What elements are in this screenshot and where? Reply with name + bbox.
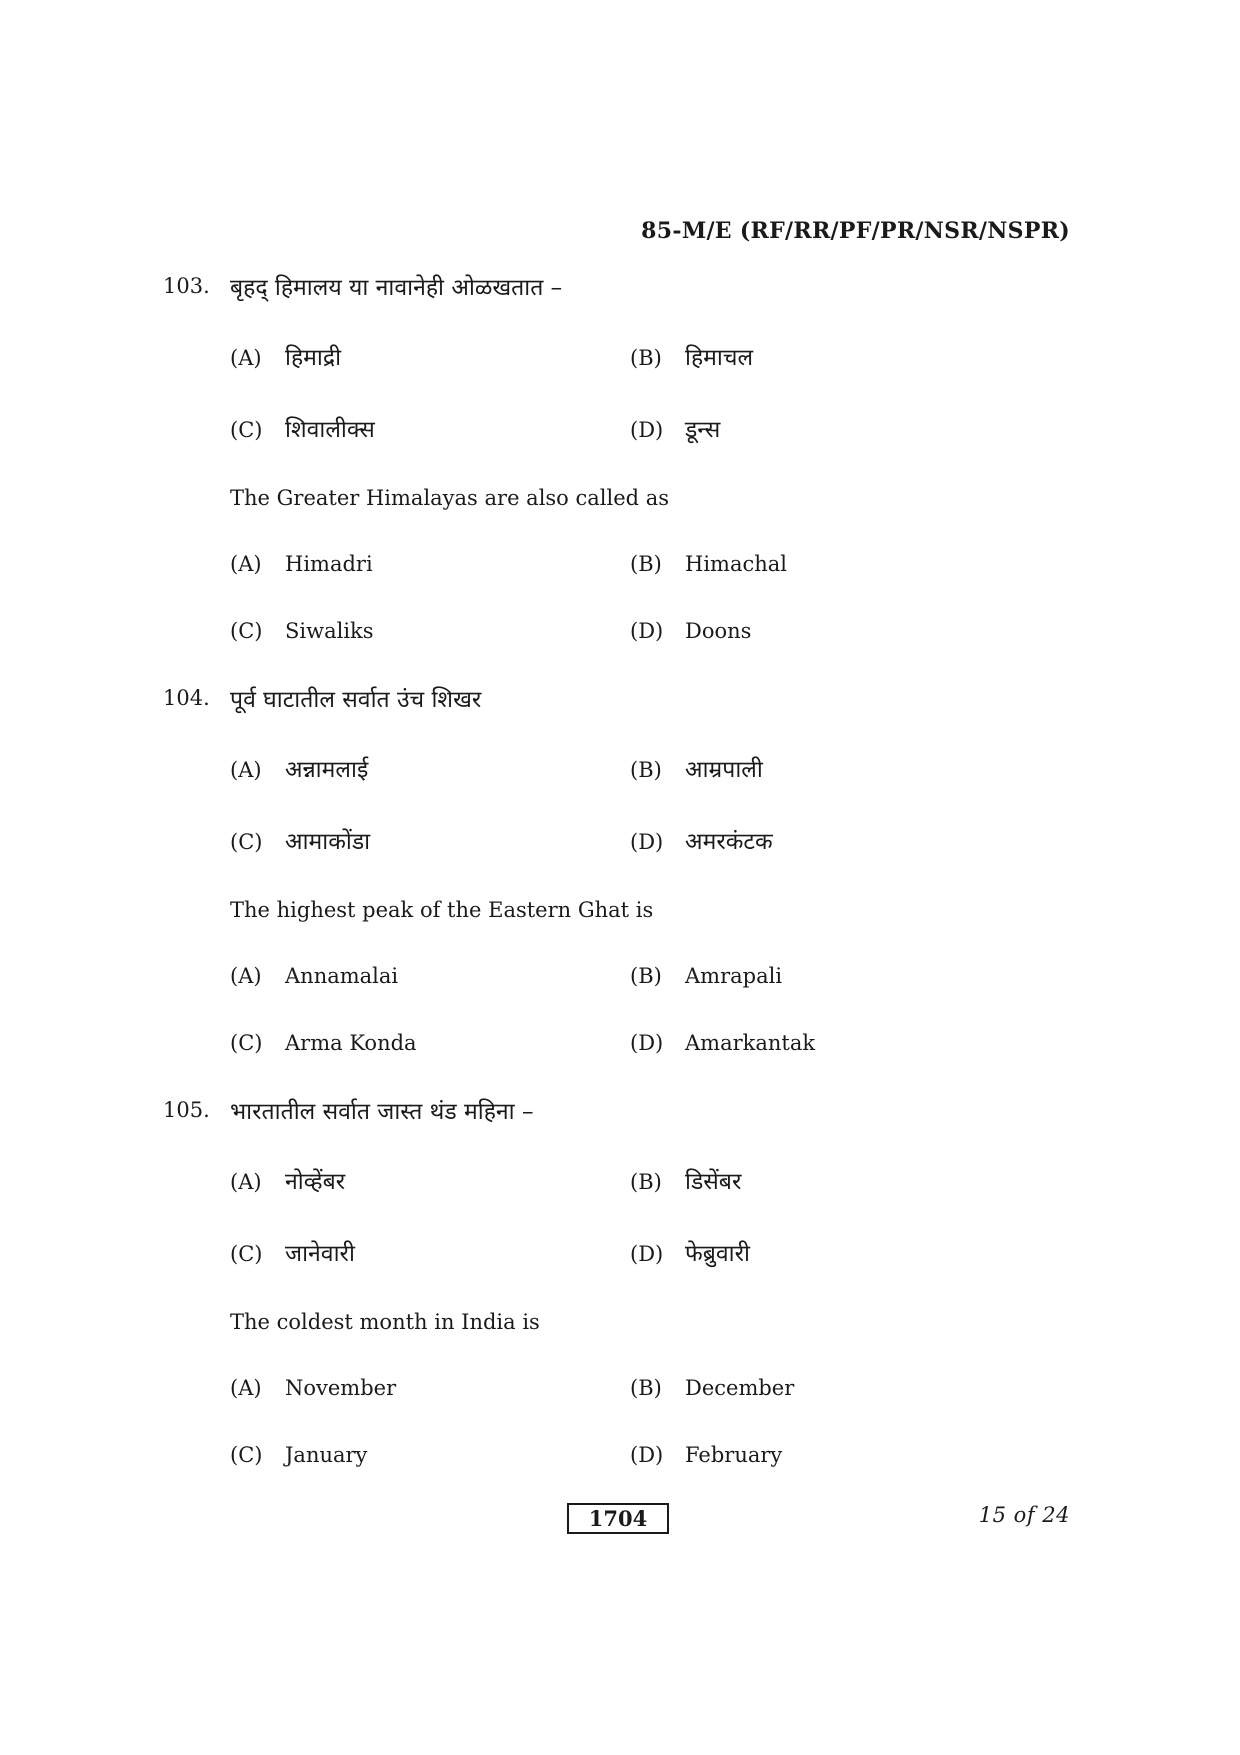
option-label: (D) [630,1443,664,1467]
option-label: (D) [630,619,664,643]
option-label: (C) [230,1031,263,1055]
option-label: (D) [630,830,664,854]
question-text-english: The Greater Himalayas are also called as [230,486,670,510]
option-text: Arma Konda [285,1031,417,1055]
option-text: Amrapali [685,964,783,988]
option-label: (C) [230,418,263,442]
option-label: (B) [630,1376,662,1400]
option-label: (B) [630,758,662,782]
option-text: डिसेंबर [685,1169,742,1195]
question-text-english: The coldest month in India is [230,1310,540,1334]
option-label: (A) [230,346,262,370]
option-label: (C) [230,830,263,854]
option-label: (A) [230,758,262,782]
option-label: (C) [230,1242,263,1266]
option-text: Doons [685,619,752,643]
question-number: 105. [163,1098,210,1122]
option-text: डून्स [685,417,721,443]
option-label: (D) [630,1031,664,1055]
option-text: आमाकोंडा [285,829,371,855]
option-text: January [285,1443,368,1467]
option-text: शिवालीक्स [285,417,375,443]
option-text: अमरकंटक [685,829,773,855]
question-text-marathi: भारतातील सर्वात जास्त थंड महिना – [230,1099,534,1125]
option-text: December [685,1376,795,1400]
option-text: हिमाचल [685,345,754,371]
option-label: (B) [630,1170,662,1194]
option-text: Himadri [285,552,373,576]
option-text: February [685,1443,783,1467]
option-text: Amarkantak [685,1031,816,1055]
option-label: (D) [630,418,664,442]
question-text-marathi: बृहद् हिमालय या नावानेही ओळखतात – [230,275,563,301]
option-text: फेब्रुवारी [685,1241,750,1267]
option-label: (C) [230,619,263,643]
option-label: (C) [230,1443,263,1467]
option-label: (D) [630,1242,664,1266]
option-label: (A) [230,1376,262,1400]
question-text-english: The highest peak of the Eastern Ghat is [230,898,654,922]
option-label: (A) [230,964,262,988]
option-label: (B) [630,552,662,576]
option-label: (B) [630,964,662,988]
option-text: Annamalai [285,964,399,988]
option-label: (A) [230,1170,262,1194]
option-label: (B) [630,346,662,370]
option-text: हिमाद्री [285,345,342,371]
option-text: November [285,1376,397,1400]
question-number: 103. [163,274,210,298]
question-number: 104. [163,686,210,710]
option-text: अन्नामलाई [285,757,369,783]
option-label: (A) [230,552,262,576]
question-text-marathi: पूर्व घाटातील सर्वात उंच शिखर [230,687,482,713]
option-text: Siwaliks [285,619,374,643]
option-text: जानेवारी [285,1241,355,1267]
page-header-code: 85-M/E (RF/RR/PF/PR/NSR/NSPR) [641,218,1070,244]
page-number: 15 of 24 [978,1503,1070,1527]
option-text: आम्रपाली [685,757,763,783]
booklet-code-box: 1704 [567,1503,669,1534]
option-text: नोव्हेंबर [285,1169,346,1195]
option-text: Himachal [685,552,787,576]
